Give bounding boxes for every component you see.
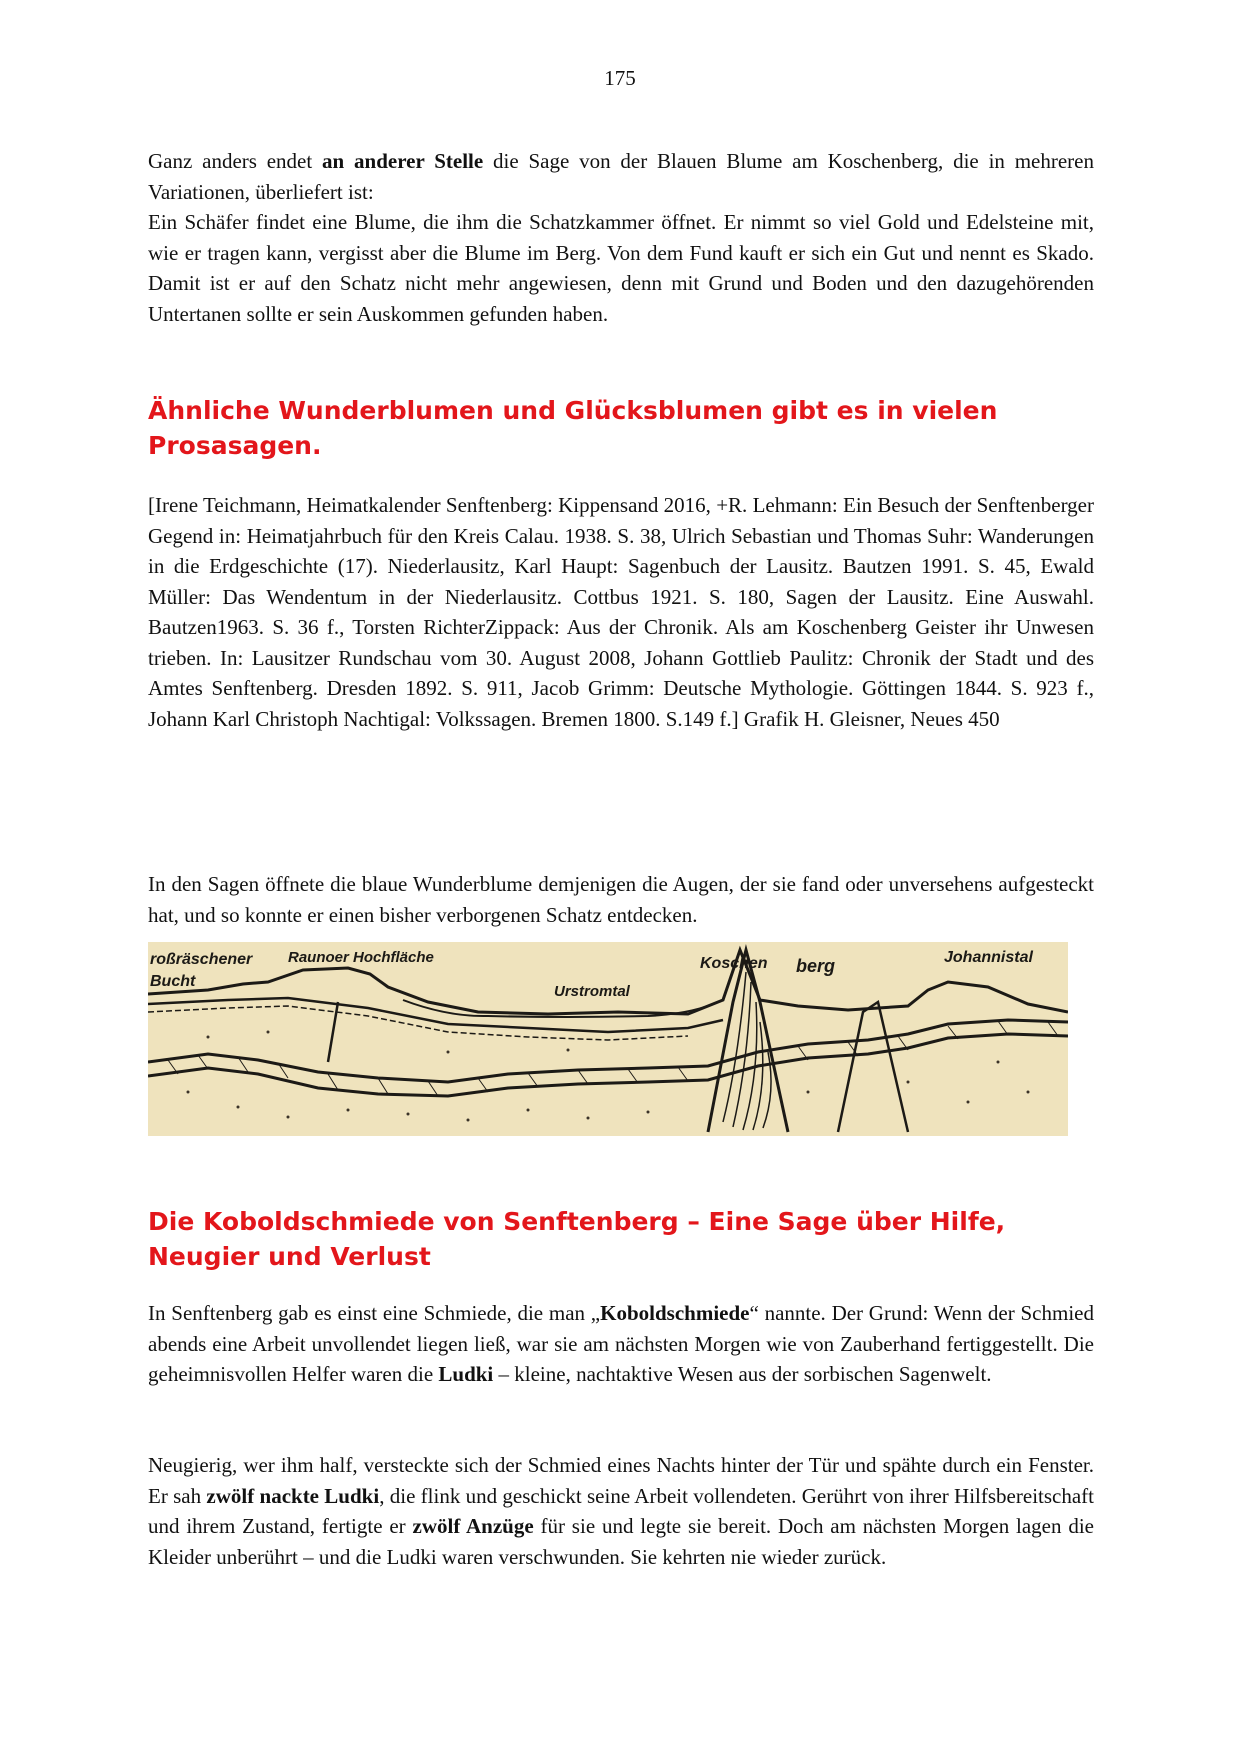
para4-text-1: Neugierig, wer ihm half, versteckte sich der Schmied eines Nachts hinter der Tür und spähte durch ein Fenster. Er sah <box>148 1453 1094 1508</box>
para4-bold-2: zwölf Anzüge <box>412 1514 534 1538</box>
para1-text-3: Ein Schäfer findet eine Blume, die ihm die Schatzkammer öffnet. Er nimmt so viel Gold und Edelsteine mit, wie er tragen kann, vergisst aber die Blume im Berg. Von dem Fund kauft er sich ein Gut und nennt es Skado. Damit ist er auf den Schatz nicht mehr angewiesen, denn mit Grund und Boden und den dazugehörenden Untertanen sollte er sein Auskommen gefunden haben. <box>148 210 1094 326</box>
para3-text-2: “ nannte. Der Grund: Wenn der Schmied abends eine Arbeit unvollendet liegen ließ, war sie am nächsten Morgen wie von Zauberhand fertiggestellt. Die geheimnisvollen Helfer waren die <box>148 1301 1094 1386</box>
para3-bold-1: Koboldschmiede <box>600 1301 750 1325</box>
paragraph-neugierig <box>148 1450 1094 1572</box>
heading-koboldschmiede: Die Koboldschmiede von Senftenberg – Eine Sage über Hilfe, Neugier und Verlust <box>148 1207 1006 1271</box>
para3-text-3: – kleine, nachtaktive Wesen aus der sorbischen Sagenwelt. <box>493 1362 992 1386</box>
para1-text-1: Ganz anders endet <box>148 149 323 173</box>
paragraph-blaue-blume <box>148 146 1094 329</box>
label-berg: berg <box>796 956 836 976</box>
paragraph-sagen: In den Sagen öffnete die blaue Wunderblume demjenigen die Augen, der sie fand oder unversehens aufgesteckt hat, und so konnte er einen bisher verborgenen Schatz entdecken. <box>148 872 1094 927</box>
para1-text-2: die Sage von der Blauen Blume am Koschenberg, die in mehreren Variationen, überliefert ist: <box>148 149 1094 204</box>
heading-wunderblumen: Ähnliche Wunderblumen und Glücksblumen gibt es in vielen Prosasagen. <box>148 396 998 460</box>
label-raunoer-hochflaeche: Raunoer Hochfläche <box>288 949 434 966</box>
page-number: 175 <box>604 66 636 90</box>
paragraph-sources: [Irene Teichmann, Heimatkalender Senftenberg: Kippensand 2016, +R. Lehmann: Ein Besuch der Senftenberger Gegend in: Heimatjahrbuch für den Kreis Calau. 1938. S. 38, Ulrich Sebastian und Thomas Suhr: Wanderungen in die Erdgeschichte (17). Niederlausitz, Karl Haupt: Sagenbuch der Lausitz. Bautzen 1991. S. 45, Ewald Müller: Das Wendentum in der Niederlausitz. Cottbus 1921. S. 180, Sagen der Lausitz. Eine Auswahl. Bautzen1963. S. 36 f., Torsten RichterZippack: Aus der Chronik. Als am Koschenberg Geister ihr Unwesen trieben. In: Lausitzer Rundschau vom 30. August 2008, Johann Gottlieb Paulitz: Chronik der Stadt und des Amtes Senftenberg. Dresden 1892. S. 911, Jacob Grimm: Deutsche Mythologie. Göttingen 1844. S. 923 f., Johann Karl Christoph Nachtigal: Volkssagen. Bremen 1800. S.149 f.] Grafik H. Gleisner, Neues 450 <box>148 493 1094 731</box>
para3-text-1: In Senftenberg gab es einst eine Schmiede, die man „ <box>148 1301 601 1325</box>
para4-text-3: für sie und legte sie bereit. Doch am nächsten Morgen lagen die Kleider unberührt – und die Ludki waren verschwunden. Sie kehrten nie wieder zurück. <box>148 1514 1094 1569</box>
label-urstromtal: Urstromtal <box>554 983 630 1000</box>
label-bucht: Bucht <box>150 973 196 990</box>
para4-text-2: , die flink und geschickt seine Arbeit vollendeten. Gerührt von ihrer Hilfsbereitschaft und ihrem Zustand, fertigte er <box>148 1483 1095 1538</box>
geological-cross-section-figure <box>148 942 1068 1136</box>
para4-bold-1: zwölf nackte Ludki <box>206 1483 380 1508</box>
para3-bold-2: Ludki <box>438 1362 494 1386</box>
paragraph-koboldschmiede <box>148 1298 1094 1390</box>
label-johannistal: Johannistal <box>944 949 1033 966</box>
label-grossraeschener: roßräschener <box>150 951 253 968</box>
para1-bold-1: an anderer Stelle <box>322 149 484 173</box>
label-koschen: Koschen <box>700 955 768 972</box>
